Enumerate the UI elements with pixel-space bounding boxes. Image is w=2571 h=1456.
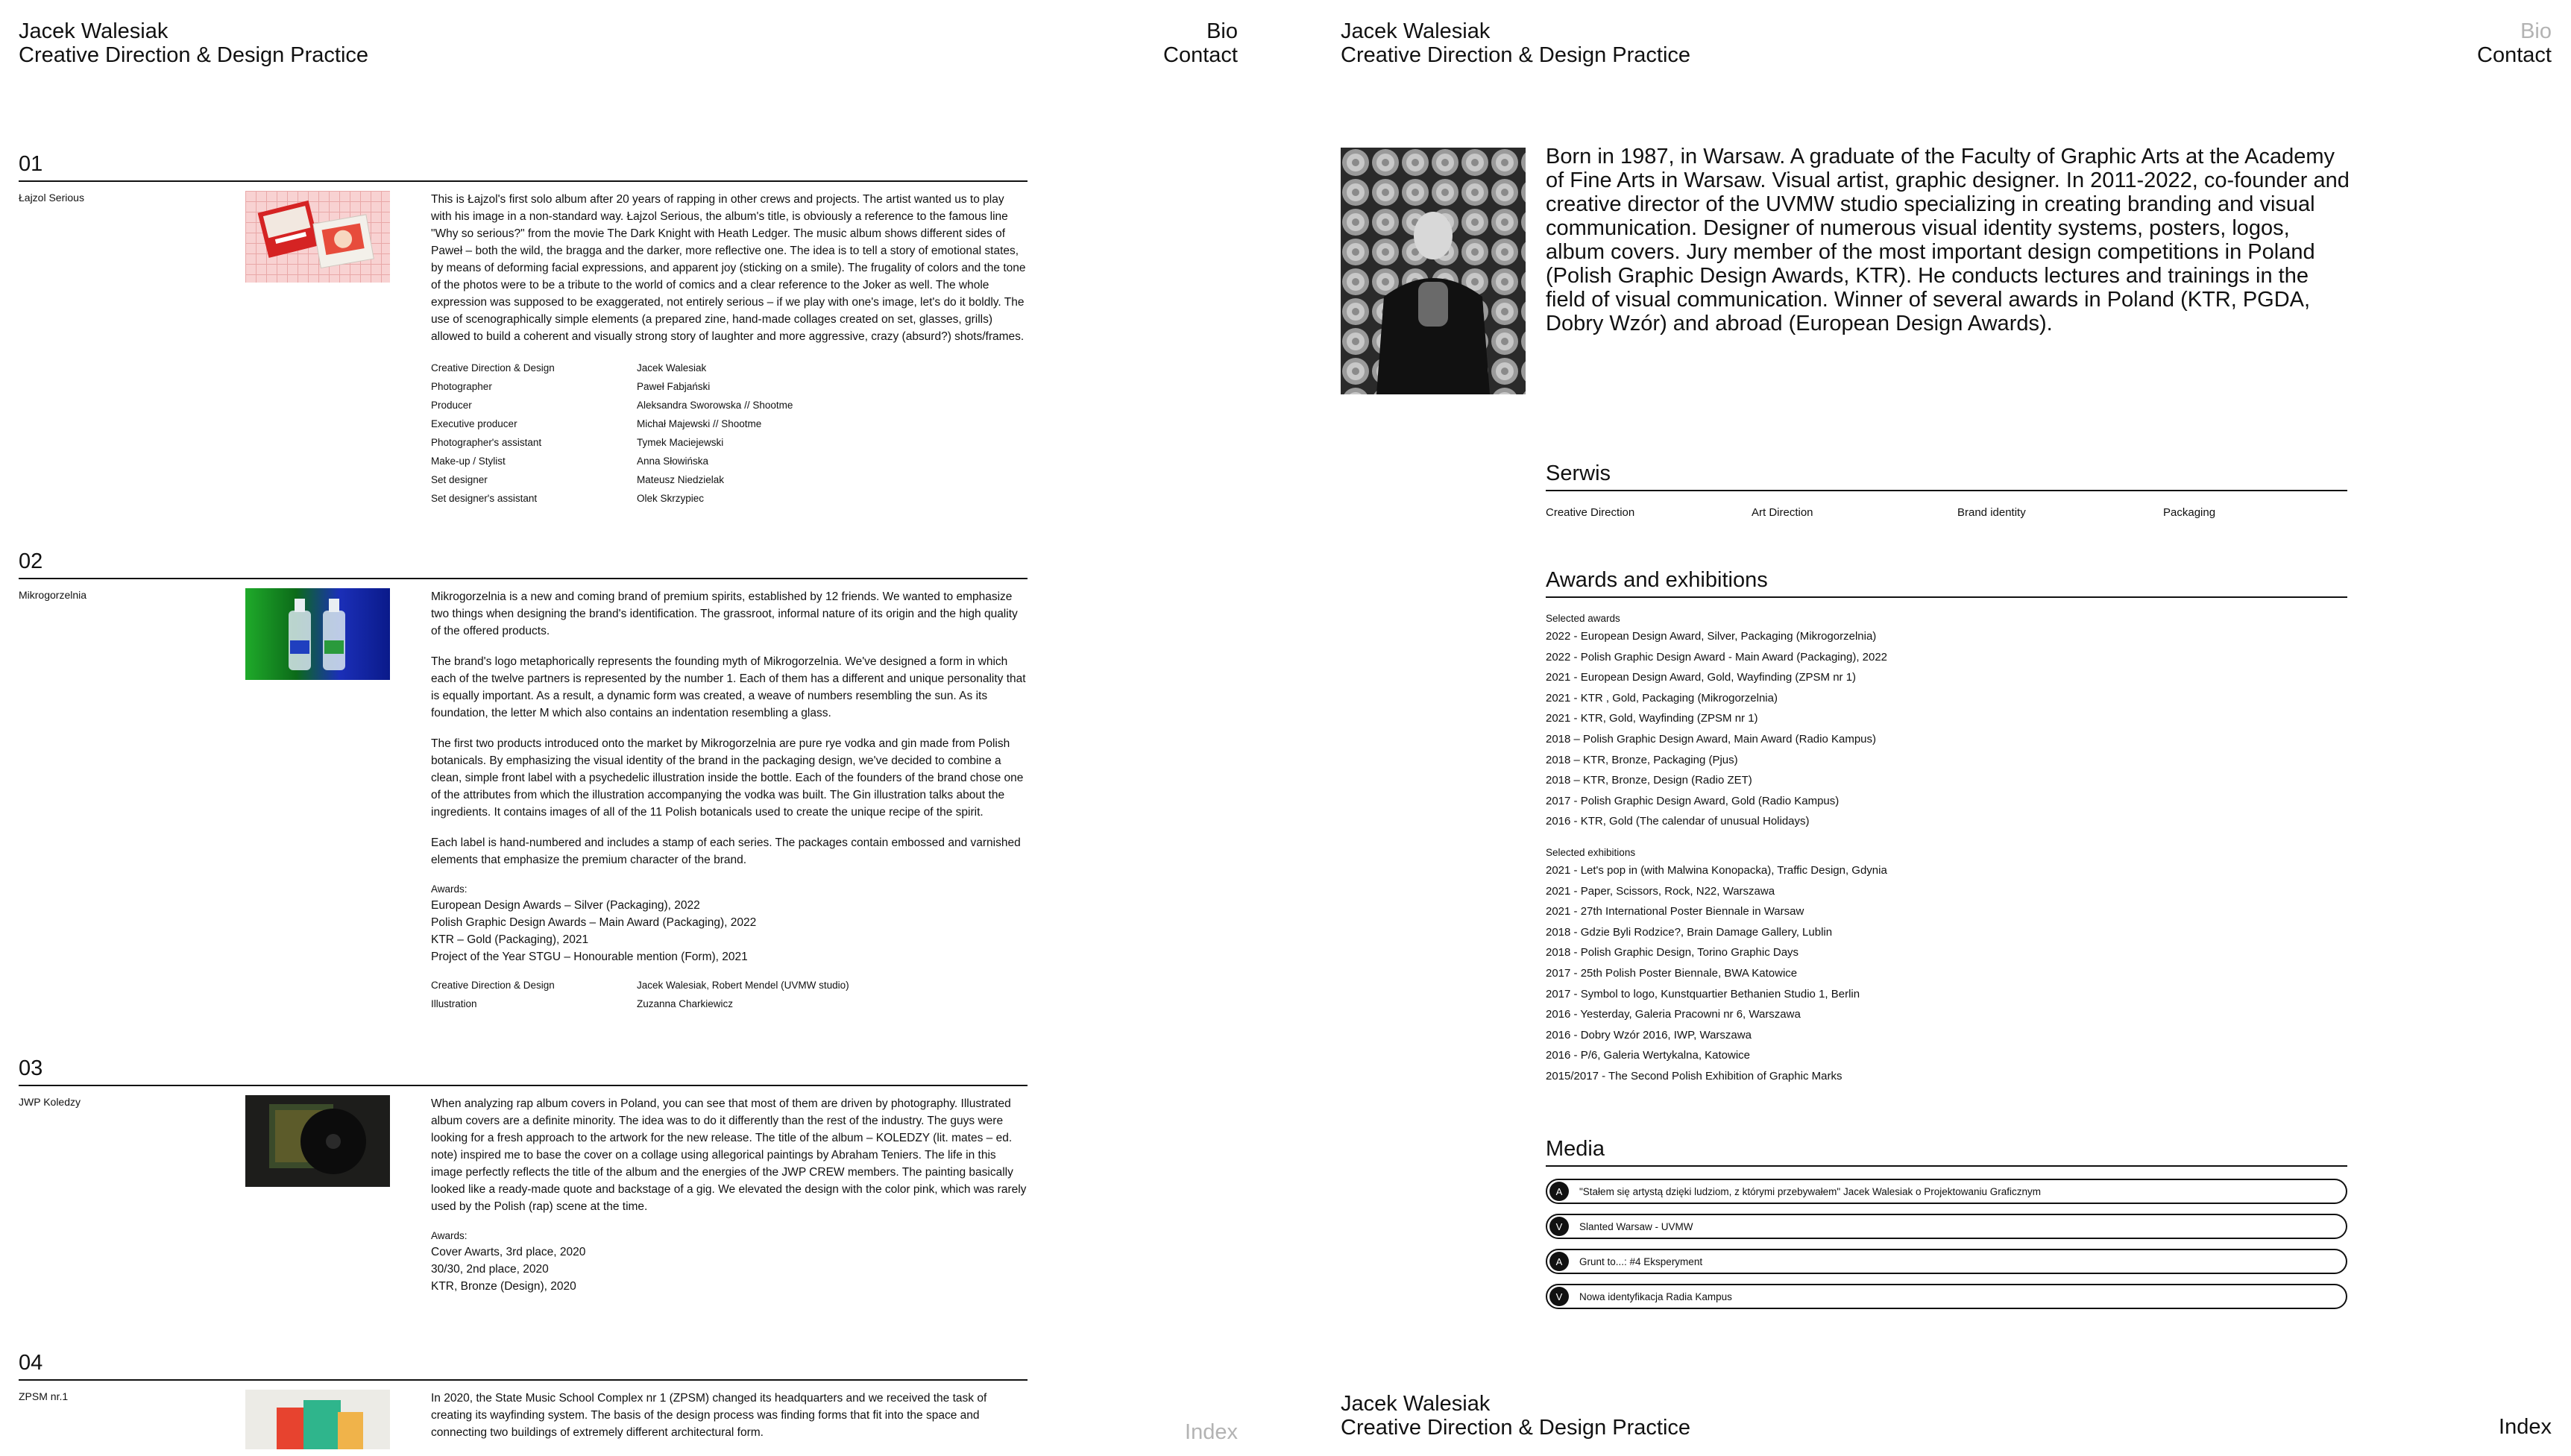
description-text: When analyzing rap album covers in Poland, you can see that most of them are driven by photography. Illustrated album covers are a definite minority. The idea was to do it differently than the rest of the industry. The guys were looking for a fresh approach to the artwork for the new release. The title of the album – KOLEDZY (lit. mates – ed. note) inspired me to base the cover on a collage using allegorical paintings by Abraham Teniers. The life in this image perfectly reflects the title of the album and the energies of the JWP CREW members. The painting basically looked like a ready-made quote and backstage of a gig. We elevated the design with the color pink, which was rarely used by the Polish (rap) scene at the time. <box>431 1097 1027 1213</box>
credit-person: Aleksandra Sworowska // Shootme <box>637 400 793 411</box>
video-icon: V <box>1549 1217 1569 1236</box>
project-02 <box>19 548 1028 1009</box>
description-paragraph: The first two products introduced onto the market by Mikrogorzelnia are pure rye vodka and gin made from Polish botanicals. By emphasizing the visual identity of the brand in the packaging design, we've decided to combine a clean, simple front label with a psychedelic illustration inside the bottle. Each of the founders of the brand chose one of the attributes from which the illustration accompanying the vodka was built. The Gin illustration talks about the ingredients. It contains images of all of the 11 Polish botanicals used to create the unique recipe of the spirit. <box>431 737 1024 819</box>
exhibition-item: 2018 - Gdzie Byli Rodzice?, Brain Damage Gallery, Lublin <box>1546 925 1833 939</box>
media-link[interactable] <box>1546 1214 2347 1239</box>
project-number: 02 <box>19 548 1028 579</box>
project-number: 01 <box>19 151 1028 182</box>
award-item: 2022 - Polish Graphic Design Award - Main Award (Packaging), 2022 <box>1546 650 1888 664</box>
right-site-footer[interactable] <box>1341 1392 1690 1440</box>
description-text: In 2020, the State Music School Complex nr 1 (ZPSM) changed its headquarters and we received the task of creating its wayfinding system. The basis of the design process was finding forms that fit into the space and connecting two buildings of extremely different architectural form. <box>431 1392 987 1439</box>
awards-label: Awards: <box>431 1230 468 1241</box>
service-item: Creative Direction <box>1546 506 1635 519</box>
media-label: Nowa identyfikacja Radia Kampus <box>1579 1290 1732 1302</box>
credit-role: Executive producer <box>431 418 517 429</box>
award-item: European Design Awards – Silver (Packaging), 2022 <box>431 899 700 912</box>
nav-index-link[interactable]: Index <box>1185 1420 1238 1444</box>
project-name[interactable]: Łajzol Serious <box>19 192 84 204</box>
award-item: 2021 - KTR , Gold, Packaging (Mikrogorzelnia) <box>1546 691 1778 705</box>
credit-role: Illustration <box>431 998 477 1009</box>
media-label: Grunt to...: #4 Eksperyment <box>1579 1255 1703 1267</box>
credit-person: Zuzanna Charkiewicz <box>637 998 734 1009</box>
award-item: 2016 - KTR, Gold (The calendar of unusual Holidays) <box>1546 815 1810 828</box>
credit-role: Set designer <box>431 474 488 485</box>
credit-role: Producer <box>431 400 472 411</box>
project-thumbnail[interactable] <box>245 1095 390 1187</box>
award-item: 2017 - Polish Graphic Design Award, Gold (Radio Kampus) <box>1546 794 1840 807</box>
project-thumbnail[interactable] <box>245 588 390 680</box>
video-icon: V <box>1549 1287 1569 1306</box>
award-item: KTR, Bronze (Design), 2020 <box>431 1280 576 1293</box>
nav-contact-link[interactable]: Contact <box>2477 43 2552 67</box>
project-name[interactable]: JWP Koledzy <box>19 1096 81 1108</box>
award-item: Project of the Year STGU – Honourable mention (Form), 2021 <box>431 951 748 963</box>
exhibition-item: 2017 - Symbol to logo, Kunstquartier Bethanien Studio 1, Berlin <box>1546 987 1860 1000</box>
awards-section <box>1546 567 2347 1086</box>
nav-bio-link[interactable]: Bio <box>2520 19 2552 43</box>
project-description <box>431 1390 1028 1455</box>
media-link[interactable] <box>1546 1179 2347 1204</box>
credit-person: Anna Słowińska <box>637 456 709 467</box>
project-01 <box>19 151 1028 504</box>
exhibition-item: 2021 - Paper, Scissors, Rock, N22, Warszawa <box>1546 884 1775 898</box>
project-04 <box>19 1349 1028 1439</box>
project-description <box>431 1095 1028 1305</box>
exhibition-item: 2016 - P/6, Galeria Wertykalna, Katowice <box>1546 1049 1751 1062</box>
credits-table <box>431 976 1028 1013</box>
credit-role: Photographer <box>431 381 492 392</box>
nav-index-link[interactable]: Index <box>2499 1415 2552 1439</box>
nav-bio-link[interactable]: Bio <box>1206 19 1238 43</box>
media-label: Slanted Warsaw - UVMW <box>1579 1220 1693 1232</box>
award-item: Cover Awarts, 3rd place, 2020 <box>431 1246 586 1258</box>
audio-icon: A <box>1549 1252 1569 1271</box>
exhibition-item: 2021 - 27th International Poster Biennale in Warsaw <box>1546 905 1804 918</box>
site-name: Jacek Walesiak <box>19 19 169 43</box>
credit-role: Make-up / Stylist <box>431 456 506 467</box>
exhibitions-label: Selected exhibitions <box>1546 846 1636 858</box>
credit-role: Photographer's assistant <box>431 437 542 448</box>
left-nav <box>1118 19 1238 67</box>
site-name: Jacek Walesiak <box>1341 19 1491 43</box>
portrait-photo <box>1341 148 1526 394</box>
bio-text: Born in 1987, in Warsaw. A graduate of the Faculty of Graphic Arts at the Academy of Fine Arts in Warsaw. Visual artist, graphic designer. In 2011-2022, co-founder and creative director of the UVMW studio specializing in creating branding and visual communication. Designer of numerous visual identity systems, posters, logos, album covers. Jury member of the most important design competitions in Poland (Polish Graphic Design Awards, KTR). He conducts lectures and trainings in the field of visual communication. Winner of several awards in Poland (KTR, PGDA, Dobry Wzór) and abroad (European Design Awards). <box>1546 145 2350 335</box>
award-item: 2022 - European Design Award, Silver, Packaging (Mikrogorzelnia) <box>1546 630 1877 643</box>
project-number: 04 <box>19 1349 1028 1381</box>
section-title: Media <box>1546 1135 2347 1167</box>
site-name: Jacek Walesiak <box>1341 1392 1491 1416</box>
left-site-header[interactable] <box>19 19 368 67</box>
media-link[interactable] <box>1546 1284 2347 1309</box>
description-text: This is Łajzol's first solo album after 20 years of rapping in other crews and projects. The artist wanted us to play with his image in a non-standard way. Łajzol Serious, the album's title, is obviously a reference to the famous line "Why so serious?" from the movie The Dark Knight with Heath Ledger. The music album shows different sides of Paweł – both the wild, the bragga and the darker, more reflective one. The idea is to tell a story of emotional states, by means of deforming facial expressions, and apparent joy (sticking on a smile). The frugality of colors and the tone of the photos were to be a tribute to the world of comics and a clear reference to the Joker as well. The whole expression was supposed to be exaggerated, not entirely serious – if we play with one's image, let's do it boldly. The use of scenographically simple elements (a prepared zine, hand-made collages created on set, glasses, grills) allowed to build a coherent and visually strong story of laughter and more aggressive, crazy (absurd?) shots/frames. <box>431 193 1026 343</box>
credit-role: Creative Direction & Design <box>431 362 555 374</box>
award-item: 2021 - KTR, Gold, Wayfinding (ZPSM nr 1) <box>1546 712 1758 725</box>
exhibition-item: 2016 - Yesterday, Galeria Pracowni nr 6, Warszawa <box>1546 1008 1801 1021</box>
site-subtitle: Creative Direction & Design Practice <box>1341 43 1691 67</box>
awards-list <box>431 1244 1028 1295</box>
credits-table <box>431 359 1028 508</box>
award-item: 2018 – KTR, Bronze, Design (Radio ZET) <box>1546 774 1752 787</box>
service-item: Art Direction <box>1752 506 1813 519</box>
credit-person: Tymek Maciejewski <box>637 437 724 448</box>
media-label: "Stałem się artystą dzięki ludziom, z którymi przebywałem" Jacek Walesiak o Projektowaniu Graficznym <box>1579 1185 2042 1197</box>
project-name[interactable]: ZPSM nr.1 <box>19 1390 69 1402</box>
audio-icon: A <box>1549 1182 1569 1201</box>
service-item: Packaging <box>2163 506 2216 519</box>
award-item: Polish Graphic Design Awards – Main Award (Packaging), 2022 <box>431 916 757 929</box>
awards-label: Awards: <box>431 883 468 895</box>
award-item: 2018 – Polish Graphic Design Award, Main Award (Radio Kampus) <box>1546 732 1877 746</box>
description-paragraph: The brand's logo metaphorically represents the founding myth of Mikrogorzelnia. We've designed a form in which each of the twelve partners is represented by the number 1. Each of them has a different and unique personality that is equally important. As a result, a dynamic form was created, a weave of numbers resembling the sun. As its foundation, the letter M which also contains an indentation resembling a glass. <box>431 655 1026 719</box>
site-subtitle: Creative Direction & Design Practice <box>19 43 369 67</box>
section-title: Awards and exhibitions <box>1546 567 2347 598</box>
awards-label: Selected awards <box>1546 613 1620 624</box>
project-thumbnail[interactable] <box>245 1390 390 1449</box>
exhibition-item: 2015/2017 - The Second Polish Exhibition of Graphic Marks <box>1546 1069 1843 1082</box>
credit-person: Mateusz Niedzielak <box>637 474 725 485</box>
media-section <box>1546 1135 2347 1319</box>
media-list <box>1546 1179 2347 1309</box>
credit-person: Jacek Walesiak, Robert Mendel (UVMW studio) <box>637 980 849 991</box>
media-link[interactable] <box>1546 1249 2347 1274</box>
project-name[interactable]: Mikrogorzelnia <box>19 589 87 601</box>
award-item: 2018 – KTR, Bronze, Packaging (Pjus) <box>1546 753 1738 766</box>
exhibition-item: 2018 - Polish Graphic Design, Torino Graphic Days <box>1546 946 1799 959</box>
awards-list <box>1546 626 2347 832</box>
description-paragraph: Mikrogorzelnia is a new and coming brand of premium spirits, established by 12 friends. We wanted to emphasize two things when designing the brand's identification. The grassroot, informal nature of its origin and the high quality of the offered products. <box>431 590 1018 637</box>
service-item: Brand identity <box>1957 506 2026 519</box>
award-item: 2021 - European Design Award, Gold, Wayfinding (ZPSM nr 1) <box>1546 671 1857 684</box>
credit-role: Creative Direction & Design <box>431 980 555 991</box>
award-item: 30/30, 2nd place, 2020 <box>431 1263 549 1276</box>
project-description <box>431 191 1028 508</box>
award-item: KTR – Gold (Packaging), 2021 <box>431 933 589 946</box>
section-title: Serwis <box>1546 460 2347 491</box>
exhibitions-list <box>1546 860 2347 1087</box>
project-number: 03 <box>19 1055 1028 1086</box>
exhibition-item: 2021 - Let's pop in (with Malwina Konopacka), Traffic Design, Gdynia <box>1546 863 1887 877</box>
services-section <box>1546 460 2347 521</box>
project-description <box>431 588 1028 1013</box>
credit-role: Set designer's assistant <box>431 493 538 504</box>
description-paragraph: Each label is hand-numbered and includes a stamp of each series. The packages contain embossed and varnished elements that emphasize the premium character of the brand. <box>431 836 1021 866</box>
services-list <box>1546 505 2347 521</box>
awards-list <box>431 897 1028 965</box>
credit-person: Paweł Fabjański <box>637 381 711 392</box>
nav-contact-link[interactable]: Contact <box>1163 43 1238 67</box>
site-subtitle: Creative Direction & Design Practice <box>1341 1416 1691 1440</box>
right-site-header[interactable] <box>1341 19 1690 67</box>
credit-person: Olek Skrzypiec <box>637 493 705 504</box>
project-thumbnail[interactable] <box>245 191 390 283</box>
credit-person: Michał Majewski // Shootme <box>637 418 762 429</box>
right-nav <box>2423 19 2552 67</box>
exhibition-item: 2017 - 25th Polish Poster Biennale, BWA Katowice <box>1546 966 1798 980</box>
project-03 <box>19 1055 1028 1293</box>
credit-person: Jacek Walesiak <box>637 362 707 374</box>
exhibition-item: 2016 - Dobry Wzór 2016, IWP, Warszawa <box>1546 1028 1752 1041</box>
